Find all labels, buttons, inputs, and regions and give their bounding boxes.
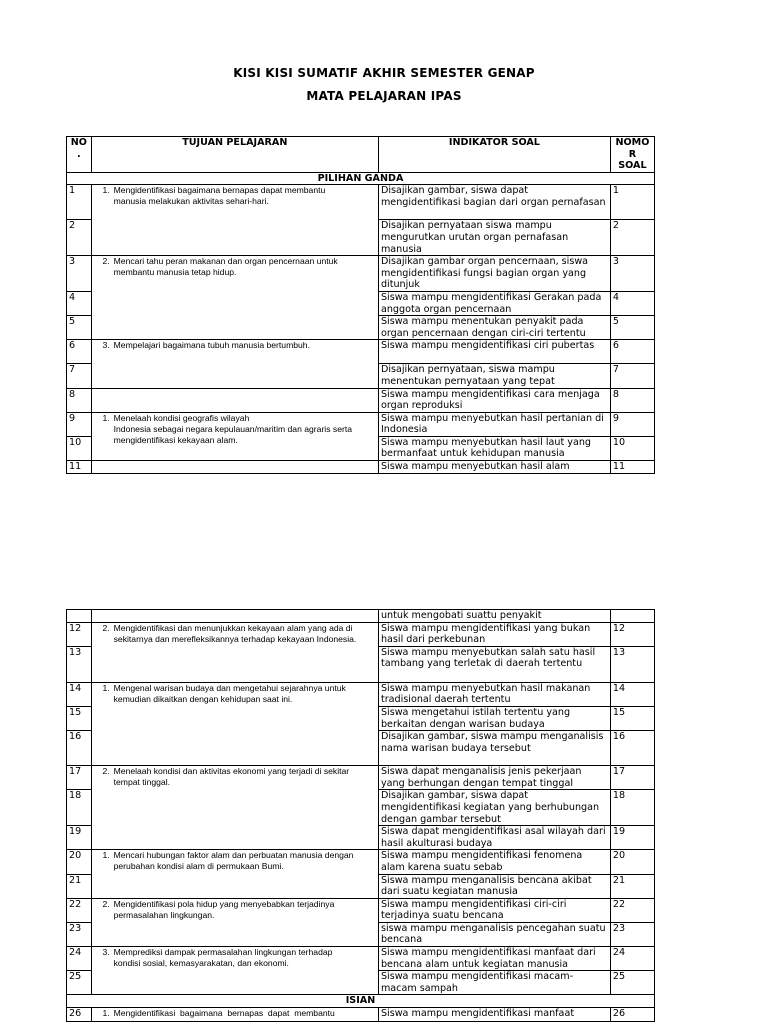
row-no: 5 [67,316,92,340]
goal-cell [91,850,378,898]
indikator-cell: Siswa mengetahui istilah tertentu yang berkaitan dengan warisan budaya [378,706,610,730]
indikator-cell: Siswa mampu mengidentifikasi macam-macam sampah [378,971,610,995]
row-no: 18 [67,790,92,826]
goal-cell [91,766,378,850]
nomor-cell: 5 [610,316,654,340]
goal-cell [91,622,378,682]
goal-number: 1. [102,1008,110,1019]
row-no: 15 [67,706,92,730]
indikator-cell: Siswa mampu mengidentifikasi yang bukan hasil dari perkebunan [378,622,610,646]
indikator-cell: untuk mengobati suattu penyakit [378,610,610,623]
nomor-cell: 6 [610,340,654,364]
nomor-cell: 25 [610,971,654,995]
indikator-cell: Disajikan gambar, siswa dapat mengidentifikasi bagian dari organ pernafasan [378,185,610,220]
goal-number: 2. [102,766,110,777]
goal-number: 1. [102,185,110,196]
indikator-cell: Siswa mampu menentukan penyakit pada organ pencernaan dengan ciri-ciri tertentu [378,316,610,340]
nomor-cell [610,610,654,623]
table-row [67,682,655,706]
goal-number: 1. [102,412,110,423]
row-no: 24 [67,947,92,971]
nomor-cell: 8 [610,388,654,412]
row-no: 3 [67,256,92,292]
nomor-cell: 17 [610,766,654,790]
goal-text: Menelaah kondisi dan aktivitas ekonomi yang terjadi di sekitar tempat tinggal. [113,766,350,788]
table-row [67,1008,655,1022]
nomor-cell: 2 [610,220,654,256]
row-no: 11 [67,461,92,474]
section-isian: ISIAN [67,995,655,1008]
goal-text: Mengidentifikasi bagaimana bernapas dapat membantu manusia melakukan aktivitas sehari-hari. [113,185,326,207]
indikator-cell: Disajikan pernyataan, siswa mampu menentukan pernyataan yang tepat [378,364,610,388]
table-row [67,185,655,220]
nomor-cell: 23 [610,922,654,946]
indikator-cell: siswa mampu menganalisis pencegahan suatu bencana [378,922,610,946]
goal-number: 1. [102,682,110,693]
table-row [67,340,655,364]
row-no: 21 [67,874,92,898]
kisi-table-page-2 [66,609,655,1022]
indikator-cell: Siswa mampu mengidentifikasi manfaat [378,1008,610,1022]
header-indikator: INDIKATOR SOAL [378,137,610,173]
indikator-cell: Siswa mampu menyebutkan hasil pertanian di Indonesia [378,412,610,436]
document-subtitle: MATA PELAJARAN IPAS [306,89,462,103]
goal-cell [91,947,378,995]
row-no: 8 [67,388,92,412]
goal-text: Mencari tahu peran makanan dan organ pencernaan untuk membantu manusia tetap hidup. [113,256,338,278]
indikator-cell: Siswa mampu menyebutkan hasil alam [378,461,610,474]
goal-text: Mengidentifikasi bagaimana bernapas dapat membantu [113,1008,335,1019]
indikator-cell: Siswa mampu mengidentifikasi cara menjaga organ reproduksi [378,388,610,412]
table-row [67,461,655,474]
document-title: KISI KISI SUMATIF AKHIR SEMESTER GENAP [233,66,535,80]
indikator-cell: Siswa dapat mengidentifikasi asal wilayah dari hasil akulturasi budaya [378,826,610,850]
nomor-cell: 16 [610,731,654,766]
row-no: 7 [67,364,92,388]
row-no: 20 [67,850,92,874]
goal-cell [91,1008,378,1022]
table-row [67,622,655,646]
goal-text: Mengidentifikasi dan menunjukkan kekayaan alam yang ada di sekitarnya dan merefleksikannya terhadap kekayaan Indonesia. [113,622,357,644]
row-no: 4 [67,291,92,315]
row-no: 14 [67,682,92,706]
row-no: 6 [67,340,92,364]
indikator-cell: Disajikan gambar, siswa mampu menganalisis nama warisan budaya tersebut [378,731,610,766]
nomor-cell: 20 [610,850,654,874]
section-row [67,172,655,185]
goal-text: Mengenal warisan budaya dan mengetahui sejarahnya untuk kemudian dikaitkan dengan kehidupan saat ini. [113,682,346,704]
row-no: 25 [67,971,92,995]
indikator-cell: Siswa mampu menganalisis bencana akibat dari suatu kegiatan manusia [378,874,610,898]
goal-text: Mempelajari bagaimana tubuh manusia bertumbuh. [113,340,310,351]
nomor-cell: 15 [610,706,654,730]
row-no: 12 [67,622,92,646]
goal-text: Menelaah kondisi geografis wilayah Indonesia sebagai negara kepulauan/maritim dan agraris serta mengidentifikasi kekayaan alam. [113,412,353,445]
section-row [67,995,655,1008]
header-no: NO . [67,137,92,173]
table-row [67,256,655,292]
table-header-row [67,137,655,173]
table-row [67,610,655,623]
goal-number: 3. [102,340,110,351]
row-no: 17 [67,766,92,790]
nomor-cell: 11 [610,461,654,474]
goal-number: 2. [102,898,110,909]
goal-cell [91,682,378,765]
goal-cell [91,256,378,340]
goal-cell-empty [91,388,378,412]
nomor-cell: 10 [610,436,654,460]
kisi-table-page-1 [66,136,655,474]
row-no: 19 [67,826,92,850]
nomor-cell: 14 [610,682,654,706]
row-no: 1 [67,185,92,220]
goal-text: Mencari hubungan faktor alam dan perbuatan manusia dengan perubahan kondisi alam di permukaan Bumi. [113,850,354,872]
nomor-cell: 26 [610,1008,654,1022]
table-row [67,947,655,971]
nomor-cell: 19 [610,826,654,850]
indikator-cell: Siswa mampu menyebutkan salah satu hasil tambang yang terletak di daerah tertentu [378,646,610,682]
goal-cell-empty [91,610,378,623]
table-row [67,766,655,790]
indikator-cell: Siswa mampu menyebutkan hasil makanan tradisional daerah tertentu [378,682,610,706]
nomor-cell: 1 [610,185,654,220]
header-tujuan: TUJUAN PELAJARAN [91,137,378,173]
row-no: 26 [67,1008,92,1022]
nomor-cell: 9 [610,412,654,436]
indikator-cell: Siswa mampu mengidentifikasi fenomena alam karena suatu sebab [378,850,610,874]
row-no: 23 [67,922,92,946]
nomor-cell: 7 [610,364,654,388]
nomor-cell: 4 [610,291,654,315]
goal-number: 2. [102,256,110,267]
row-no: 13 [67,646,92,682]
goal-cell [91,340,378,388]
indikator-cell: Siswa mampu mengidentifikasi manfaat dari bencana alam untuk kegiatan manusia [378,947,610,971]
goal-cell [91,412,378,460]
row-no: 9 [67,412,92,436]
row-no: 16 [67,731,92,766]
goal-cell-empty [91,461,378,474]
indikator-cell: Siswa mampu mengidentifikasi ciri-ciri terjadinya suatu bencana [378,898,610,922]
indikator-cell: Siswa mampu mengidentifikasi ciri pubertas [378,340,610,364]
goal-cell [91,185,378,256]
table-row [67,412,655,436]
row-no [67,610,92,623]
header-nomor: NOMO R SOAL [610,137,654,173]
indikator-cell: Siswa mampu menyebutkan hasil laut yang bermanfaat untuk kehidupan manusia [378,436,610,460]
goal-number: 2. [102,622,110,633]
nomor-cell: 12 [610,622,654,646]
nomor-cell: 22 [610,898,654,922]
row-no: 2 [67,220,92,256]
indikator-cell: Siswa mampu mengidentifikasi Gerakan pada anggota organ pencernaan [378,291,610,315]
nomor-cell: 18 [610,790,654,826]
goal-text: Memprediksi dampak permasalahan lingkungan terhadap kondisi sosial, kemasyarakatan, dan ekonomi. [113,947,333,969]
goal-number: 1. [102,850,110,861]
goal-number: 3. [102,947,110,958]
goal-text: Mengidentifikasi pola hidup yang menyebabkan terjadinya permasalahan lingkungan. [113,898,335,920]
table-row [67,850,655,874]
indikator-cell: Disajikan gambar, siswa dapat mengidentifikasi kegiatan yang berhubungan dengan gambar tersebut [378,790,610,826]
goal-cell [91,898,378,946]
indikator-cell: Disajikan pernyataan siswa mampu mengurutkan urutan organ pernafasan manusia [378,220,610,256]
nomor-cell: 21 [610,874,654,898]
table-row [67,898,655,922]
nomor-cell: 24 [610,947,654,971]
nomor-cell: 13 [610,646,654,682]
row-no: 10 [67,436,92,460]
section-pilihan-ganda: PILIHAN GANDA [67,172,655,185]
indikator-cell: Siswa dapat menganalisis jenis pekerjaan yang berhungan dengan tempat tinggal [378,766,610,790]
indikator-cell: Disajikan gambar organ pencernaan, siswa mengidentifikasi fungsi bagian organ yang ditunjuk [378,256,610,292]
row-no: 22 [67,898,92,922]
nomor-cell: 3 [610,256,654,292]
table-row [67,388,655,412]
